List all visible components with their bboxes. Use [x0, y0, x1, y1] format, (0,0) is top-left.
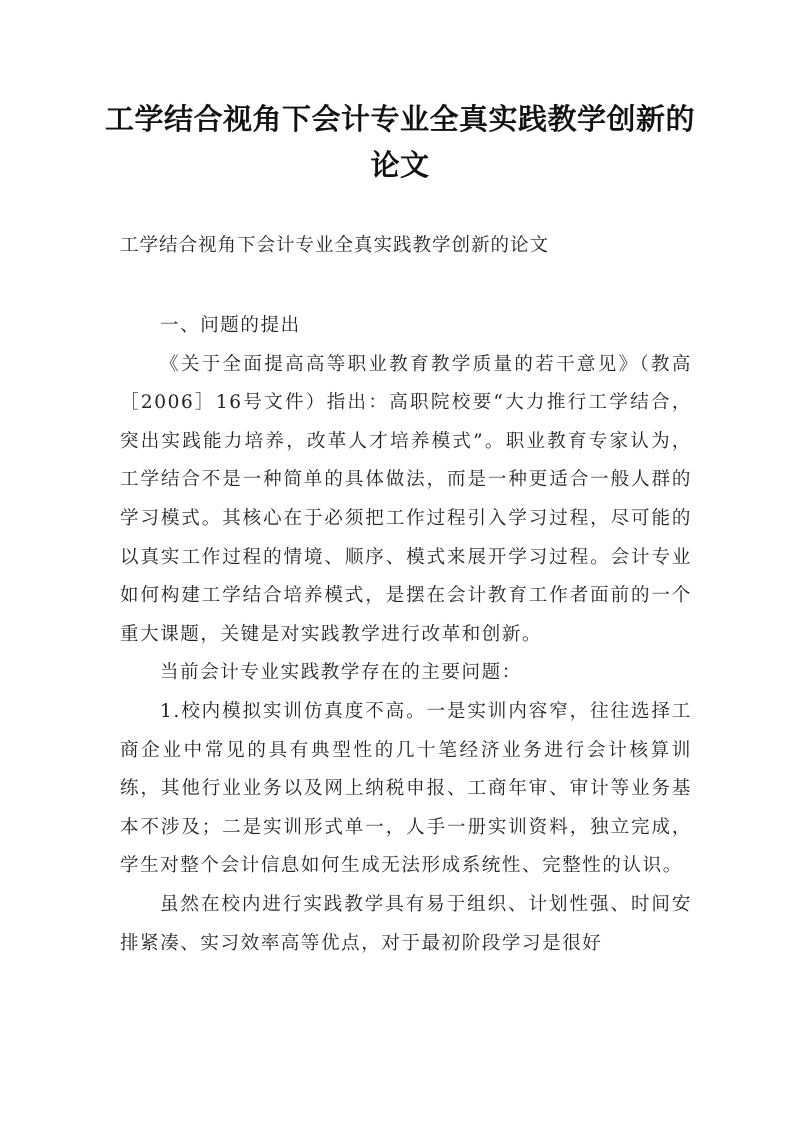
body-paragraph: 《关于全面提高高等职业教育教学质量的若干意见》（教高［2006］16号文件）指出：高职院校要“大力推行工学结合，突出实践能力培养，改革人才培养模式”。职业教育专家认为，工学结合不是一种简单的具体做法，而是一种更适合一般人群的学习模式。其核心在于必须把工作过程引入学习过程，尽可能的以真实工作过程的情境、顺序、模式来展开学习过程。会计专业如何构建工学结合培养模式，是摆在会计教育工作者面前的一个重大课题，关键是对实践教学进行改革和创新。 [120, 353, 692, 645]
document-body [120, 307, 692, 963]
body-paragraph: 1.校内模拟实训仿真度不高。一是实训内容窄，往往选择工商企业中常见的具有典型性的几十笔经济业务进行会计核算训练，其他行业业务以及网上纳税申报、工商年审、审计等业务基本不涉及；二是实训形式单一，人手一册实训资料，独立完成，学生对整个会计信息如何生成无法形成系统性、完整性的认识。 [120, 700, 692, 877]
section-heading: 一、问题的提出 [160, 315, 301, 336]
body-paragraph: 当前会计专业实践教学存在的主要问题： [160, 662, 522, 684]
body-paragraph: 虽然在校内进行实践教学具有易于组织、计划性强、时间安排紧凑、实习效率高等优点，对于最初阶段学习是很好 [120, 893, 692, 954]
document-title: 工学结合视角下会计专业全真实践教学创新的论文 [104, 102, 695, 182]
document-subtitle: 工学结合视角下会计专业全真实践教学创新的论文 [120, 235, 550, 256]
